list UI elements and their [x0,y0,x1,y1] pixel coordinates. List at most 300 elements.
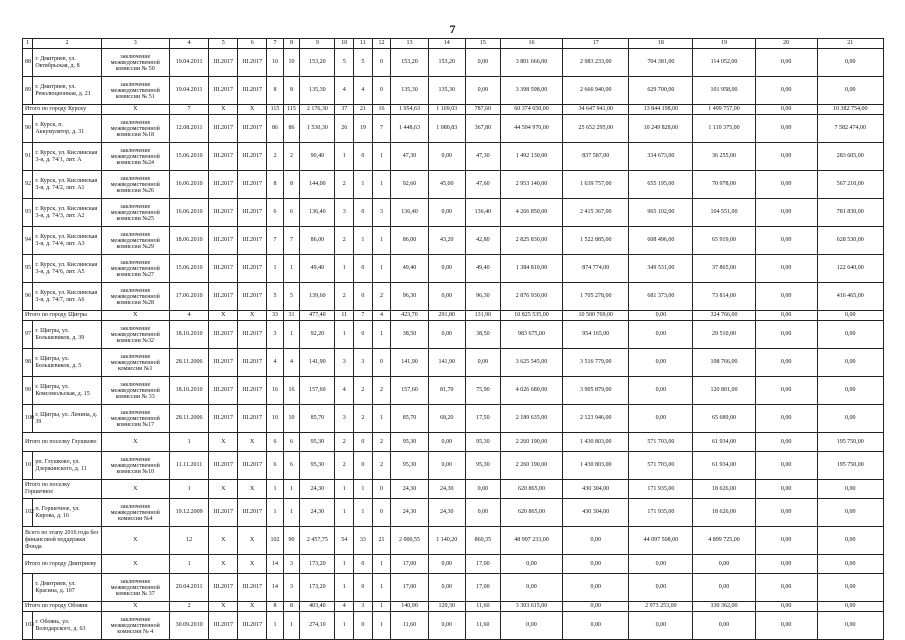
table-cell: 0,00 [755,433,817,452]
table-cell: 8 [267,602,284,612]
address-cell: г. Курск, ул. Кислинская 3-я, д. 74/3, лит. А2 [33,199,101,227]
table-cell: III.2017 [209,283,238,311]
table-cell: 139,60 [300,283,335,311]
table-cell: III.2017 [209,115,238,143]
table-cell: 61 934,00 [693,433,755,452]
table-cell: 47,30 [465,143,500,171]
table-cell: 2 415 367,00 [563,199,629,227]
basis-cell: заключение межведомственной комиссии №24 [101,143,169,171]
table-cell: 45,00 [428,171,465,199]
table-cell: 0,00 [629,349,693,377]
table-cell: 157,60 [300,377,335,405]
table-cell: 2 [354,405,373,433]
table-cell: 21 [354,105,373,115]
table-cell: 153,20 [391,49,428,77]
table-cell: 274,10 [300,612,335,640]
address-cell: г. Курск, п. Аккумулятор, д. 31 [33,115,101,143]
table-cell: 0,00 [755,452,817,480]
basis-cell: заключение межведомственной комиссии № 37 [101,574,169,602]
table-cell: 1 [267,612,284,640]
table-cell: X [238,480,267,499]
table-cell: 571 703,00 [629,433,693,452]
table-cell: 1 448,63 [391,115,428,143]
subtotal-label: Итого по городу Обояни [23,602,102,612]
table-cell: 1 140,20 [428,527,465,555]
table-row [23,452,884,480]
table-cell: 0,00 [501,574,563,602]
table-cell: 141,90 [428,349,465,377]
table-row [23,199,884,227]
table-cell: 2 [372,283,391,311]
row-number: 88 [23,49,33,77]
table-cell: 11,60 [465,612,500,640]
table-cell: 0,00 [465,499,500,527]
table-cell: 0,00 [755,105,817,115]
column-number-cell: 10 [335,39,354,49]
table-cell: 0,00 [428,433,465,452]
subtotal-row [23,105,884,115]
table-cell: 0,00 [465,77,500,105]
table-cell: 1 [372,143,391,171]
table-cell: 14 [267,574,284,602]
table-cell: 0,00 [755,405,817,433]
table-cell: 0,00 [755,311,817,321]
table-cell: III.2017 [209,405,238,433]
table-cell: X [209,602,238,612]
table-cell: 28.11.2006 [169,405,208,433]
table-cell: 1 [267,499,284,527]
data-sheet [22,38,884,640]
table-cell: III.2017 [238,171,267,199]
basis-cell: заключение межведомственной комиссии № 50 [101,49,169,77]
table-cell: 20.04.2011 [169,574,208,602]
table-cell: 11,60 [465,602,500,612]
table-cell: 1 [335,555,354,574]
table-cell: 1 639 757,00 [563,171,629,199]
table-cell: 92,60 [391,171,428,199]
table-cell: 6 [267,433,284,452]
row-number: 90 [23,115,33,143]
table-cell: 7 582 474,00 [817,115,883,143]
table-cell: 2 000,55 [391,527,428,555]
column-number-cell: 21 [817,39,883,49]
table-cell: 283 605,00 [817,143,883,171]
table-cell: III.2017 [209,452,238,480]
table-cell: 129,30 [428,602,465,612]
table-cell: 54 [335,527,354,555]
table-cell: 102 [267,527,284,555]
table-cell: 0,00 [817,311,883,321]
table-cell: 120 801,00 [693,377,755,405]
table-cell: 95,30 [391,452,428,480]
table-cell: 10 249 828,00 [629,115,693,143]
table-cell: 1 [283,255,300,283]
table-cell: 75,90 [465,377,500,405]
table-cell: 0,00 [817,574,883,602]
table-cell: 10 [267,405,284,433]
column-number-cell: 18 [629,39,693,49]
table-cell: III.2017 [238,405,267,433]
address-cell: г. Курск, ул. Кислинская 3-я, д. 74/6, лит. А5 [33,255,101,283]
table-cell: 7 [267,227,284,255]
table-cell: 983 675,00 [501,321,563,349]
table-cell: 15.06.2010 [169,255,208,283]
table-cell: 0 [354,574,373,602]
subtotal-row [23,480,884,499]
table-cell: 7 [169,105,208,115]
subtotal-label: Всего по этапу 2016 года без финансовой поддержки Фонда [23,527,102,555]
table-cell: III.2017 [238,452,267,480]
table-cell: 629 700,00 [629,77,693,105]
table-cell: 16 [372,105,391,115]
address-cell: г. Курск, ул. Кислинская 3-я, д. 74/7, лит. А6 [33,283,101,311]
table-cell: 4 266 850,00 [501,199,563,227]
table-cell: 2 [354,377,373,405]
table-cell: 48 997 233,00 [501,527,563,555]
row-number: 102 [23,499,33,527]
table-cell: 0,00 [817,377,883,405]
table-row [23,255,884,283]
row-number [23,574,33,602]
table-cell: X [209,527,238,555]
table-cell: 2 973 253,00 [629,602,693,612]
table-cell: 16.06.2010 [169,171,208,199]
basis-cell: заключение межведомственной комиссии №32 [101,321,169,349]
table-cell: 86,00 [391,227,428,255]
table-cell: 2 [335,433,354,452]
table-cell: 1 [283,321,300,349]
row-number: 93 [23,199,33,227]
table-cell: 571 703,00 [629,452,693,480]
table-row [23,377,884,405]
table-cell: 10 [283,49,300,77]
table-cell: X [238,602,267,612]
table-cell: 47,30 [391,143,428,171]
table-cell: 0,00 [755,349,817,377]
table-cell: 1 [283,480,300,499]
address-cell: г. Обоянь, ул. Володарского, д. 63 [33,612,101,640]
table-row [23,612,884,640]
table-cell: 3 516 779,00 [563,349,629,377]
table-cell: 37 865,00 [693,255,755,283]
basis-cell: заключение межведомственной комиссии №25 [101,199,169,227]
address-cell: п. Горшечное, ул. Кирова, д. 16 [33,499,101,527]
table-cell: 42,80 [465,227,500,255]
table-cell: 3 905 879,00 [563,377,629,405]
table-cell: 4 [267,349,284,377]
table-cell: 1 705 278,00 [563,283,629,311]
table-row [23,115,884,143]
table-cell: 1 169,03 [428,105,465,115]
table-cell: 2 983 233,00 [563,49,629,77]
table-cell: 24,30 [300,499,335,527]
table-cell: 423,70 [391,311,428,321]
table-cell: 2 260 190,00 [501,433,563,452]
row-number: 101 [23,452,33,480]
table-cell: 0,00 [755,602,817,612]
table-cell: X [209,480,238,499]
table-cell: 1 [372,602,391,612]
row-number: 92 [23,171,33,199]
table-cell: III.2017 [238,283,267,311]
table-cell: 4 [283,349,300,377]
table-cell: III.2017 [238,143,267,171]
table-cell: 1 080,83 [428,115,465,143]
table-cell: 95,30 [300,452,335,480]
table-cell: 4 [354,77,373,105]
address-cell: г. Щигры, ул. Большевиков, д. 39 [33,321,101,349]
table-cell: 17,00 [391,555,428,574]
table-cell: 0,00 [755,77,817,105]
table-cell: X [209,311,238,321]
table-cell: 5 [335,49,354,77]
address-cell: г. Курск, ул. Кислинская 3-я, д. 74/1, лит. А [33,143,101,171]
table-cell: 2 953 140,00 [501,171,563,199]
table-cell: 8 [283,77,300,105]
table-cell: 0,00 [817,349,883,377]
table-cell: 0,00 [755,283,817,311]
table-cell: 86 [283,115,300,143]
table-cell: 349 531,00 [629,255,693,283]
table-cell: 2 260 190,00 [501,452,563,480]
table-cell: 24,30 [300,480,335,499]
table-cell: X [238,433,267,452]
table-cell: 8 [283,602,300,612]
table-cell: 11 [335,311,354,321]
table-cell: 10 825 535,00 [501,311,563,321]
table-cell: 96,30 [391,283,428,311]
table-cell: 965 102,00 [629,199,693,227]
table-cell: III.2017 [209,143,238,171]
row-number: 98 [23,349,33,377]
basis-cell: заключение межведомственной комиссии №4 [101,499,169,527]
table-cell: 95,30 [391,433,428,452]
table-cell: 860,35 [465,527,500,555]
table-cell: 0,00 [501,612,563,640]
table-cell: 3 [335,405,354,433]
table-cell: 0,00 [629,574,693,602]
address-cell: г. Дмитриев, ул. Красина, д. 107 [33,574,101,602]
table-cell: 3 [267,321,284,349]
table-cell: 874 774,00 [563,255,629,283]
table-cell: III.2017 [238,77,267,105]
table-cell: 2 189 635,00 [501,405,563,433]
table-cell: 0,00 [629,311,693,321]
table-cell: 4 [335,602,354,612]
table-cell: 837 587,00 [563,143,629,171]
column-number-cell: 4 [169,39,208,49]
table-cell: 6 [267,452,284,480]
subtotal-row [23,311,884,321]
table-cell: 1 [283,499,300,527]
table-cell: 0,00 [428,283,465,311]
table-cell: 0,00 [465,349,500,377]
table-cell: 3 625 545,00 [501,349,563,377]
table-cell: 3 303 615,00 [501,602,563,612]
subtotal-label: Итого по городу Дмитриеву [23,555,102,574]
column-number-cell: 2 [33,39,101,49]
table-cell: 0,00 [817,527,883,555]
column-number-cell: 5 [209,39,238,49]
table-cell: 0,00 [428,199,465,227]
table-cell: 1 [372,171,391,199]
table-cell: 86 [267,115,284,143]
table-cell: 136,40 [465,199,500,227]
table-cell: 0,00 [563,555,629,574]
table-cell: 153,20 [300,49,335,77]
table-cell: 29 510,00 [693,321,755,349]
table-cell: 10 500 769,00 [563,311,629,321]
table-cell: 2 [335,283,354,311]
table-cell: X [101,433,169,452]
table-cell: 0,00 [755,171,817,199]
table-cell: 24,30 [391,480,428,499]
table-cell: 0,00 [693,574,755,602]
table-cell: 104 551,00 [693,199,755,227]
table-cell: 122 640,00 [817,255,883,283]
table-cell: 85,70 [391,405,428,433]
table-cell: 6 [283,433,300,452]
table-cell: 324 766,00 [693,311,755,321]
table-cell: 1 [169,555,208,574]
table-cell: 17,00 [391,574,428,602]
table-cell: 8 [283,171,300,199]
table-cell: 3 [283,555,300,574]
subtotal-label: Итого по поселку Горшечное [23,480,102,499]
table-cell: 0,00 [817,405,883,433]
row-number: 96 [23,283,33,311]
table-cell: 6 [283,452,300,480]
column-number-cell: 8 [283,39,300,49]
table-cell: 19.04.2011 [169,49,208,77]
table-cell: 0,00 [817,555,883,574]
table-cell: 7 [354,311,373,321]
table-cell: 19.12.2009 [169,499,208,527]
table-cell: 0,00 [755,574,817,602]
table-cell: 135,30 [300,77,335,105]
column-number-row [23,39,884,49]
table-cell: X [101,105,169,115]
table-cell: III.2017 [209,574,238,602]
table-cell: 1 499 757,00 [693,105,755,115]
table-cell: 21 [372,527,391,555]
table-cell: 0,00 [563,527,629,555]
table-cell: 135,30 [391,77,428,105]
table-cell: 17,00 [465,574,500,602]
table-cell: III.2017 [209,349,238,377]
table-cell: 38,50 [465,321,500,349]
table-cell: 108 766,00 [693,349,755,377]
table-cell: 18 626,00 [693,499,755,527]
table-cell: III.2017 [209,612,238,640]
table-cell: 0,00 [629,555,693,574]
table-cell: 95,30 [300,433,335,452]
table-cell: 1 492 130,00 [501,143,563,171]
table-cell: 17,00 [465,555,500,574]
table-cell: 1 [335,143,354,171]
table-cell: 0,00 [428,321,465,349]
subtotal-label: Итого по городу Курску [23,105,102,115]
table-cell: 30.09.2010 [169,612,208,640]
row-number: 103 [23,612,33,640]
table-cell: 1 [169,433,208,452]
table-cell: 2 876 930,00 [501,283,563,311]
table-cell: 608 496,00 [629,227,693,255]
table-cell: 131,90 [465,311,500,321]
table-row [23,405,884,433]
table-cell: 15.06.2010 [169,143,208,171]
table-cell: 3 [335,349,354,377]
table-cell: 0,00 [428,143,465,171]
table-cell: 7 [372,115,391,143]
table-cell: 1 110 375,00 [693,115,755,143]
table-cell: 334 673,00 [629,143,693,171]
table-cell: X [238,527,267,555]
address-cell: г. Дмитриев, ул. Октябрьская, д. 8 [33,49,101,77]
table-cell: 144,00 [300,171,335,199]
table-cell: 0,00 [755,377,817,405]
subtotal-row [23,602,884,612]
table-cell: 4 899 725,00 [693,527,755,555]
column-number-cell: 12 [372,39,391,49]
table-cell: 24,30 [428,499,465,527]
table-cell: 37 [335,105,354,115]
table-cell: 70 978,00 [693,171,755,199]
table-cell: X [209,105,238,115]
table-cell: 0 [354,199,373,227]
table-cell: 1 [372,227,391,255]
table-cell: 6 [267,199,284,227]
table-cell: 2 [335,171,354,199]
basis-cell: заключение межведомственной комиссии №1 [101,349,169,377]
table-cell: 28.11.2006 [169,349,208,377]
table-cell: III.2017 [238,349,267,377]
address-cell: г. Щигры, ул. Комсомольская, д. 15 [33,377,101,405]
table-cell: 11.11.2011 [169,452,208,480]
table-cell: 0,00 [465,480,500,499]
table-cell: 36 255,00 [693,143,755,171]
table-cell: 1 530,30 [300,115,335,143]
table-cell: 567 210,00 [817,171,883,199]
table-cell: 0,00 [693,612,755,640]
table-cell: 0,00 [629,321,693,349]
table-cell: 8 [267,171,284,199]
table-cell: 0,00 [563,602,629,612]
table-cell: 10 382 754,00 [817,105,883,115]
table-cell: 4 [169,311,208,321]
table-cell: 1 954,63 [391,105,428,115]
table-cell: III.2017 [238,574,267,602]
table-cell: 1 430 803,00 [563,452,629,480]
column-number-cell: 11 [354,39,373,49]
table-cell: 11,60 [391,612,428,640]
table-cell: 171 935,00 [629,480,693,499]
table-cell: 416 465,00 [817,283,883,311]
table-cell: 96,30 [465,283,500,311]
address-cell: г. Щигры, ул. Ленина, д. 39 [33,405,101,433]
basis-cell: заключение межведомственной комиссии №27 [101,255,169,283]
table-cell: 0 [354,143,373,171]
row-number: 94 [23,227,33,255]
table-cell: 0,00 [755,199,817,227]
basis-cell: заключение межведомственной комиссии №17 [101,405,169,433]
table-cell: 0 [372,349,391,377]
table-cell: 17.06.2010 [169,283,208,311]
table-cell: 2 [335,452,354,480]
table-cell: 0 [372,499,391,527]
address-cell: г. Дмитриев, ул. Революционная, д. 21 [33,77,101,105]
table-cell: X [238,555,267,574]
